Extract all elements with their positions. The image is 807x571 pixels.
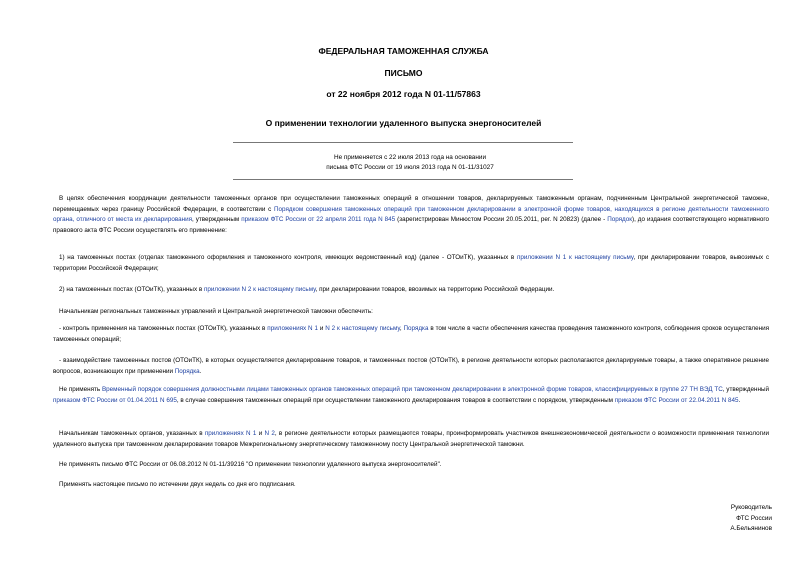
link-poryadok-full[interactable]: Порядком совершения таможенных операций при таможенном декларировании в электронной форме товаров, находящихся в регионе деятельности таможенного органа, отличного от места их декларирования — [53, 205, 769, 223]
text: (зарегистрирован Минюстом России 20.05.2011, рег. N 20823) (далее - — [395, 216, 608, 223]
text: В целях обеспечения координации деятельности таможенных органов при осуществлении таможенных операций в отношении товаров, декларируемых таможенным органам, подчиненным Центральной энергетической таможне, перемещаемых через границу Российской Федерации, в соответствии с — [53, 195, 769, 213]
link-temporary-order[interactable]: Временный порядок совершения должностными лицами таможенных органов таможенных операций при таможенном декларировании в электронной форме товаров, классифицируемых в группе 27 ТН ВЭД ТС — [101, 386, 723, 393]
link-appendix-2[interactable]: N 2 к настоящему письму — [325, 325, 400, 332]
doc-date-number: от 22 ноября 2012 года N 01-11/57863 — [326, 89, 481, 99]
text: ), до издания соответствующего нормативного правового акта ФТС России осуществлять его применение: — [53, 216, 770, 234]
text: - взаимодействие таможенных постов (ОТОиТК), в которых осуществляется декларирование товаров, и таможенных постов (ОТОиТК), в регионе деятельности которых располагаются декларируемые товары, а также оперативное решение вопросов, возникающих при применении — [53, 357, 769, 375]
link-appendix-1[interactable]: приложении N 1 к настоящему письму — [516, 254, 634, 261]
signature-org: ФТС России — [736, 514, 772, 522]
status-note — [300, 153, 520, 173]
text: в том числе в части обеспечения качества проведения таможенного контроля, соблюдения сроков осуществления таможенных операций; — [53, 325, 770, 343]
link-order-845[interactable]: приказом ФТС России от 22 апреля 2011 года N 845 — [241, 216, 396, 223]
doc-type: ПИСЬМО — [384, 68, 423, 78]
signature-block — [730, 503, 772, 535]
text: Не применять письмо ФТС России от 06.08.2012 N 01-11/39216 "О применении технологии удаленного выпуска энергоносителей". — [59, 461, 442, 468]
text: - контроль применения на таможенных постах (ОТОиТК), указанных в — [59, 325, 268, 332]
paragraph-5 — [53, 324, 769, 345]
paragraph-1 — [53, 194, 769, 236]
link-appendix-2[interactable]: N 2 — [264, 430, 275, 437]
text: , при декларировании товаров, ввозимых на территорию Российской Федерации. — [315, 286, 555, 293]
text: , утвержденный — [722, 386, 769, 393]
status-note-line-1: Не применяется с 22 июля 2013 года на основании — [333, 154, 487, 161]
link-order-695[interactable]: приказом ФТС России от 01.04.2011 N 695 — [53, 396, 177, 404]
link-appendices-1[interactable]: приложениях N 1 — [204, 430, 257, 437]
link-poryadok[interactable]: Порядка — [174, 367, 200, 375]
paragraph-9 — [53, 460, 769, 471]
status-note-line-2: письма ФТС России от 19 июля 2013 года N 01-11/31027 — [326, 164, 494, 171]
paragraph-10 — [53, 480, 769, 491]
doc-title: О применении технологии удаленного выпуска энергоносителей — [265, 118, 542, 128]
agency-name: ФЕДЕРАЛЬНАЯ ТАМОЖЕННАЯ СЛУЖБА — [318, 46, 489, 56]
link-order-845[interactable]: приказом ФТС России от 22.04.2011 N 845 — [614, 396, 739, 404]
text: 1) на таможенных постах (отделах таможенного оформления и таможенного контроля, имеющих ведомственный код) (далее - ОТОиТК), указанных в — [59, 254, 517, 261]
paragraph-6 — [53, 356, 769, 377]
paragraph-7 — [53, 385, 769, 406]
link-poryadok[interactable]: Порядок — [607, 216, 632, 223]
text: и — [256, 430, 265, 437]
paragraph-4 — [53, 307, 769, 318]
text: Начальникам таможенных органов, указанных в — [59, 430, 205, 437]
text: 2) на таможенных постах (ОТОиТК), указанных в — [59, 286, 204, 293]
text: . — [738, 396, 741, 404]
text: и — [317, 325, 326, 332]
paragraph-2 — [53, 253, 769, 274]
top-divider — [233, 142, 573, 143]
signature-name: А.Бельянинов — [730, 525, 772, 532]
paragraph-3 — [53, 285, 769, 296]
text: , в регионе деятельности которых размещаются товары, проинформировать участников внешнеэкономической деятельности о возможности применения технологии удаленного выпуска при таможенном декларировании товаров Межрегиональному энергетическому таможенному посту Центральной энергетической таможни. — [53, 430, 769, 448]
text: Начальникам региональных таможенных управлений и Центральной энергетической таможни обеспечить: — [59, 308, 373, 315]
signature-role: Руководитель — [730, 504, 772, 511]
text: , — [399, 325, 404, 332]
text: , в случае совершения таможенных операций при осуществлении таможенного декларирования товаров в соответствии с порядком, утвержденным — [176, 396, 615, 404]
text: . — [199, 367, 202, 375]
text: Применять настоящее письмо по истечении двух недель со дня его подписания. — [59, 481, 296, 488]
link-appendix-2[interactable]: приложении N 2 к настоящему письму — [203, 286, 316, 293]
link-appendices-1[interactable]: приложениях N 1 — [267, 325, 318, 332]
bottom-divider — [233, 179, 573, 180]
text: , при декларировании товаров, вывозимых с территории Российской Федерации; — [53, 254, 769, 272]
text: , утвержденным — [192, 216, 242, 223]
link-poryadok[interactable]: Порядка — [403, 325, 429, 332]
paragraph-8 — [53, 429, 769, 450]
text: Не применять — [59, 386, 102, 393]
